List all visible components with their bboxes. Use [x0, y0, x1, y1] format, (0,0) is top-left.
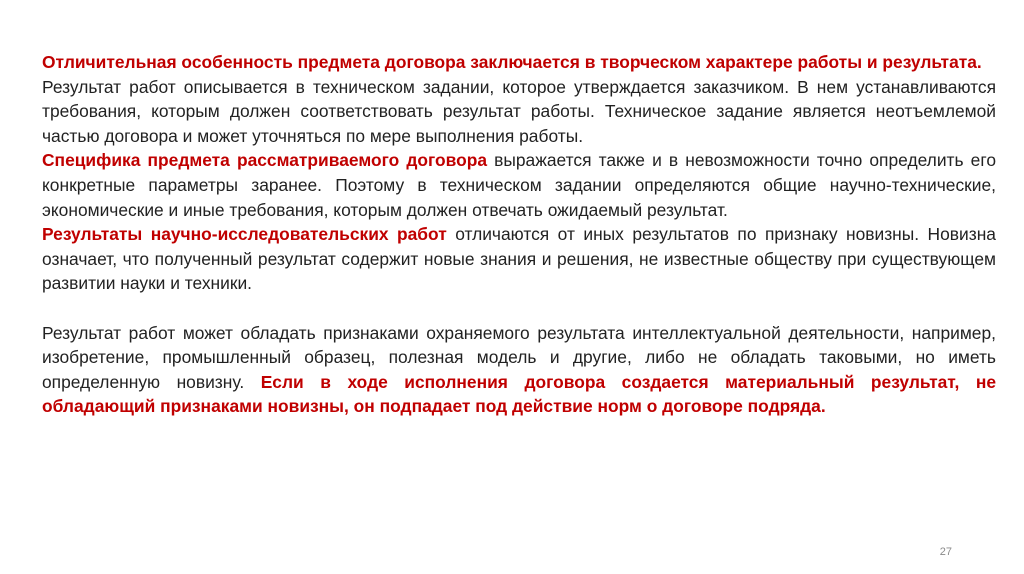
body-text: Результат работ описывается в техническом задании, которое утверждается заказчиком. В нем устанавливаются требования, которым должен соответствовать результат работы. Техническое задание является неотъемлемой частью договора и может уточняться по мере выполнения работы. — [42, 76, 996, 146]
body-text: выражается также и в невозможности точно определить его конкретные параметры заранее. Поэтому в техническом задании определяются общие научно-технические, экономические и иные требования, которым должен отвечать ожидаемый результат. — [42, 150, 996, 220]
highlight-text: Специфика предмета рассматриваемого договора — [42, 150, 488, 171]
highlight-text: Если в ходе исполнения договора создается материальный результат, не обладающий признаками новизны, он подпадает под действие норм о договоре подряда. — [42, 371, 997, 417]
highlight-text: Результаты научно-исследовательских работ — [42, 224, 447, 245]
body-text: отличаются от иных результатов по признаку новизны. Новизна означает, что полученный результат содержит новые знания и решения, не известные обществу при существующем развитии науки и техники. — [42, 224, 996, 294]
page-number: 27 — [939, 546, 952, 558]
paragraph-spacer — [42, 296, 996, 321]
slide-content — [42, 50, 996, 419]
paragraph-research-results — [42, 222, 996, 296]
body-text: Результат работ может обладать признаками охраняемого результата интеллектуальной деятельности, например, изобретение, промышленный образец, полезная модель и другие, либо не обладать таковыми, но иметь определенную новизну. — [42, 322, 996, 392]
paragraph-intellectual-property — [42, 321, 996, 419]
paragraph-creative-nature — [42, 50, 996, 75]
highlight-text: Отличительная особенность предмета договора заключается в творческом характере работы и результата. — [42, 52, 982, 72]
paragraph-technical-task — [42, 75, 996, 149]
paragraph-specifics — [42, 148, 996, 222]
